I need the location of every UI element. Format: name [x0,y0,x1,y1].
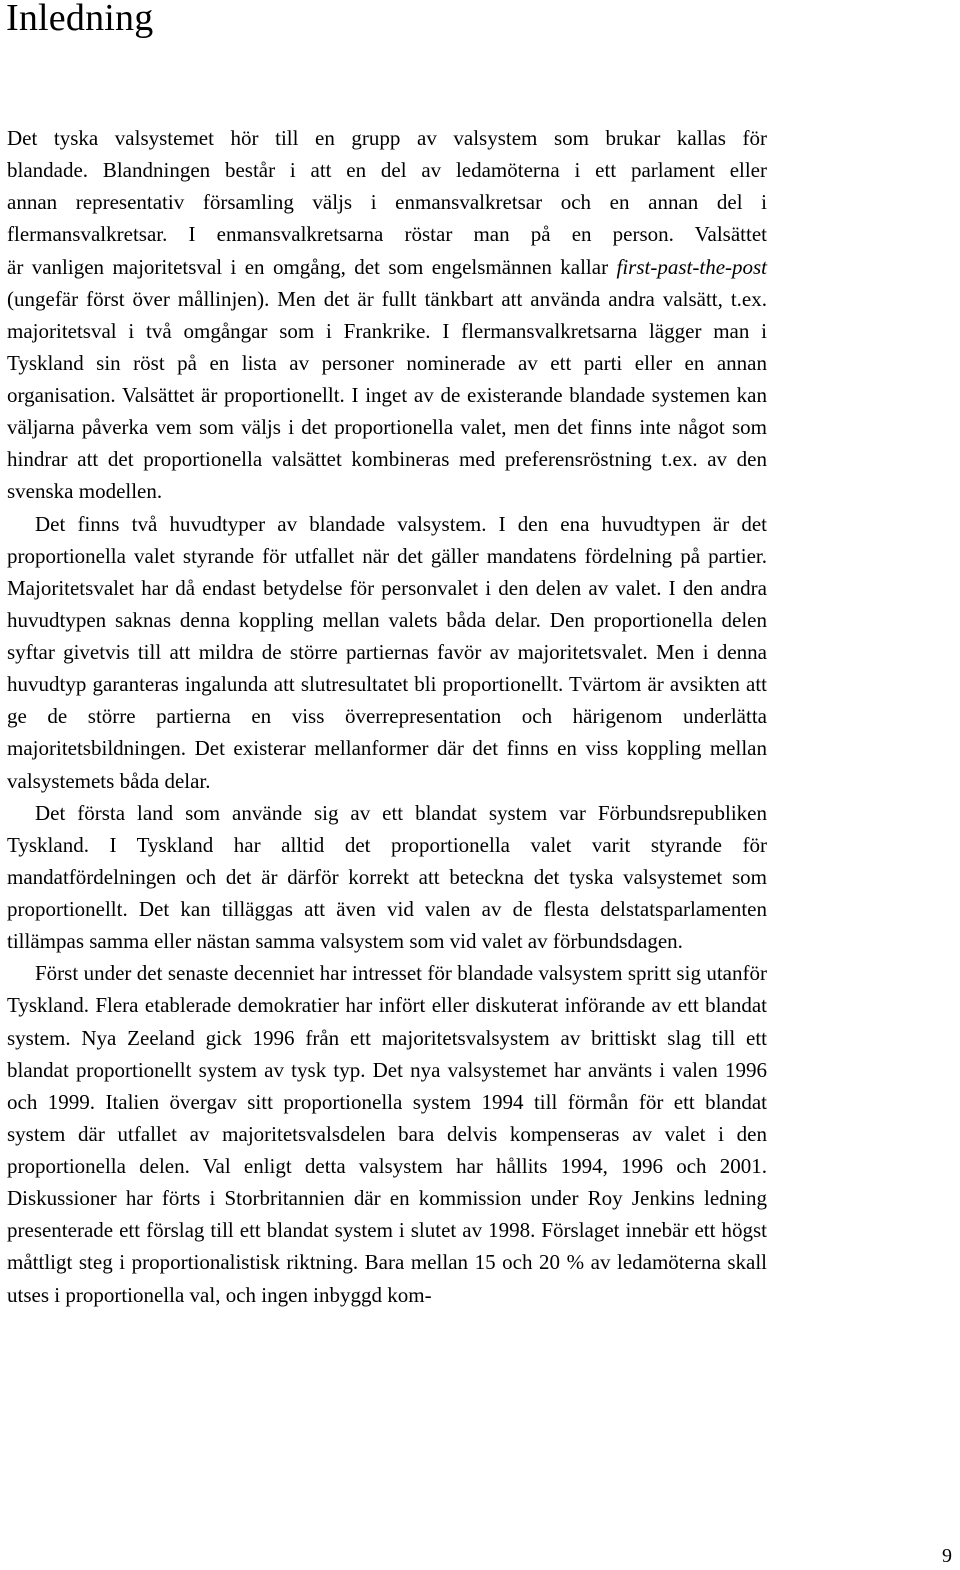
paragraph-1-line-2: blandade. Blandningen består i att en del av ledamöterna i ett parlament eller [7,158,767,183]
page-title: Inledning [6,0,154,39]
page-number: 9 [942,1545,952,1567]
paragraph-4: Först under det senaste decenniet har intresset för blandade valsystem spritt sig utanför Tyskland. Flera etablerade demokratier har infört eller diskuterat införande av ett blandat system. Nya Zeeland gick 1996 från ett majoritetsvalsystem av brittiskt slag till ett blandat proportionellt system av tysk typ. Det nya valsystemet har använts i valen 1996 och 1999. Italien övergav sitt proportionella system 1994 till förmån för ett blandat system där utfallet av majoritetsvalsdelen bara delvis kompenseras av valet i den proportionella delen. Val enligt detta valsystem har hållits 1994, 1996 och 2001. Diskussioner har förts i Storbritannien där en kommission under Roy Jenkins ledning presenterade ett förslag till ett blandat system i slutet av 1998. Förslaget innebär ett högst måttligt steg i proportionalistisk riktning. Bara mellan 15 och 20 % av ledamöterna skall utses i proportionella val, och ingen inbyggd kom- [7,961,767,1307]
italic-term: first-past-the-post [616,254,768,279]
paragraph-1-line-4: flermansvalkretsar. I enmansvalkretsarna röstar man på en person. Valsättet [7,222,767,247]
paragraph-1-continuation: (ungefär först över mållinjen). Men det är fullt tänkbart att använda andra valsätt, t.ex. majoritetsval i två omgångar som i Frankrike. I flermansvalkretsarna lägger man i Tyskland sin röst på en lista av personer nominerade av ett parti eller en annan organisation. Valsättet är proportionellt. I inget av de existerande blandade systemen kan väljarna påverka vem som väljs i det proportionella valet, men det finns inte något som hindrar att det proportionella valsättet kombineras med preferensröstning t.ex. av den svenska modellen. [7,286,767,504]
paragraph-2: Det finns två huvudtyper av blandade valsystem. I den ena huvudtypen är det proportionella valet styrande för utfallet när det gäller mandatens fördelning på partier. Majoritetsvalet har då endast betydelse för personvalet i den delen av valet. I den andra huvudtypen saknas denna koppling mellan valets båda delar. Den proportionella delen syftar givetvis till att mildra de större partiernas favör av majoritetsvalet. Men i denna huvudtyp garanteras ingalunda att slutresultatet bli proportionellt. Tvärtom är avsikten att ge de större partierna en viss överrepresentation och härigenom underlätta majoritetsbildningen. Det existerar mellanformer där det finns en viss koppling mellan valsystemets båda delar. [7,511,767,793]
paragraph-1-line-5: är vanligen majoritetsval i en omgång, det som engelsmännen kallar [7,254,609,279]
body-text [7,122,767,1311]
paragraph-1 [7,122,767,508]
paragraph-1-line-3: annan representativ församling väljs i enmansvalkretsar och en annan del i [7,190,767,215]
paragraph-1-line-1: Det tyska valsystemet hör till en grupp av valsystem som brukar kallas för [7,126,767,150]
paragraph-3: Det första land som använde sig av ett blandat system var Förbundsrepubliken Tyskland. I Tyskland har alltid det proportionella valet varit styrande för mandatfördelningen och det är därför korrekt att beteckna det tyska valsystemet som proportionellt. Det kan tilläggas att även vid valen av de flesta delstatsparlamenten tillämpas samma eller nästan samma valsystem som vid valet av förbundsdagen. [7,800,767,954]
